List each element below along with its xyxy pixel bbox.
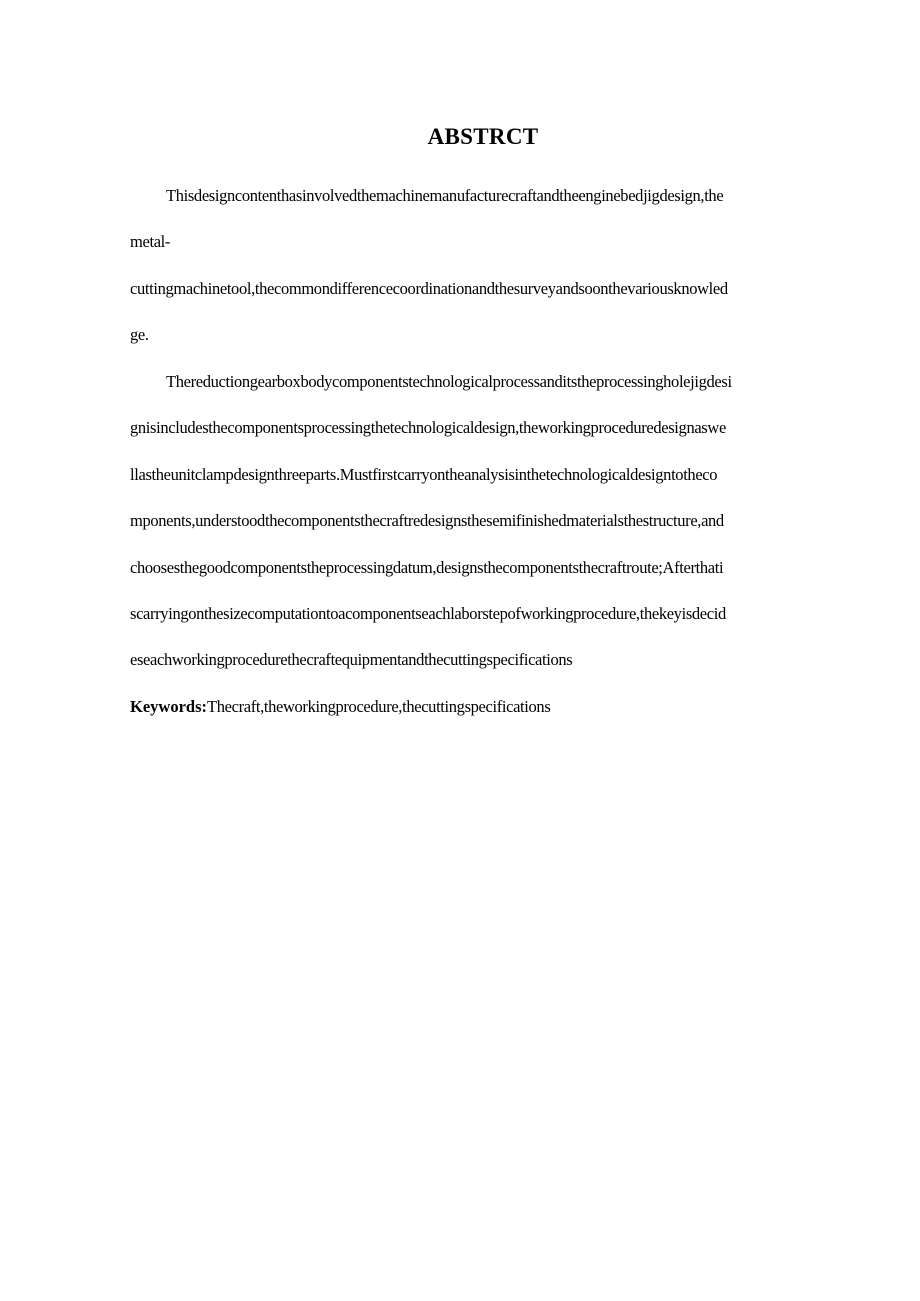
paragraph-line: cuttingmachinetool,thecommondifferencecoordinationandthesurveyandsoonthevariousknowled (130, 279, 728, 298)
paragraph-line: scarryingonthesizecomputationtoacomponentseachlaborstepofworkingprocedure,thekeyisdecid (130, 604, 726, 623)
paragraph-line: Thisdesigncontenthasinvolvedthemachinemanufacturecraftandtheenginebedjigdesign,the (166, 186, 724, 205)
paragraph-line: llastheunitclampdesignthreeparts.Mustfirstcarryontheanalysisinthetechnologicaldesigntotheco (130, 465, 718, 484)
paragraph-line: mponents,understoodthecomponentsthecraftredesignsthesemifinishedmaterialsthestructure,and (130, 511, 724, 530)
paragraph-line: eseachworkingprocedurethecraftequipmentandthecuttingspecifications (130, 650, 573, 669)
paragraph-line: metal- (130, 232, 171, 251)
paragraph-line: choosesthegoodcomponentstheprocessingdatum,designsthecomponentsthecraftroute;Afterthati (130, 558, 724, 577)
keywords-label: Keywords: (130, 697, 207, 716)
paragraph-line: ge. (130, 325, 149, 344)
keywords-text: Thecraft,theworkingprocedure,thecuttingspecifications (207, 697, 551, 716)
paragraph-line: gnisincludesthecomponentsprocessingthetechnologicaldesign,theworkingproceduredesignaswe (130, 418, 726, 437)
paragraph-line: Thereductiongearboxbodycomponentstechnologicalprocessanditstheprocessingholejigdesi (166, 372, 732, 391)
abstract-title: ABSTRCT (427, 124, 539, 149)
keywords-line (130, 695, 550, 719)
